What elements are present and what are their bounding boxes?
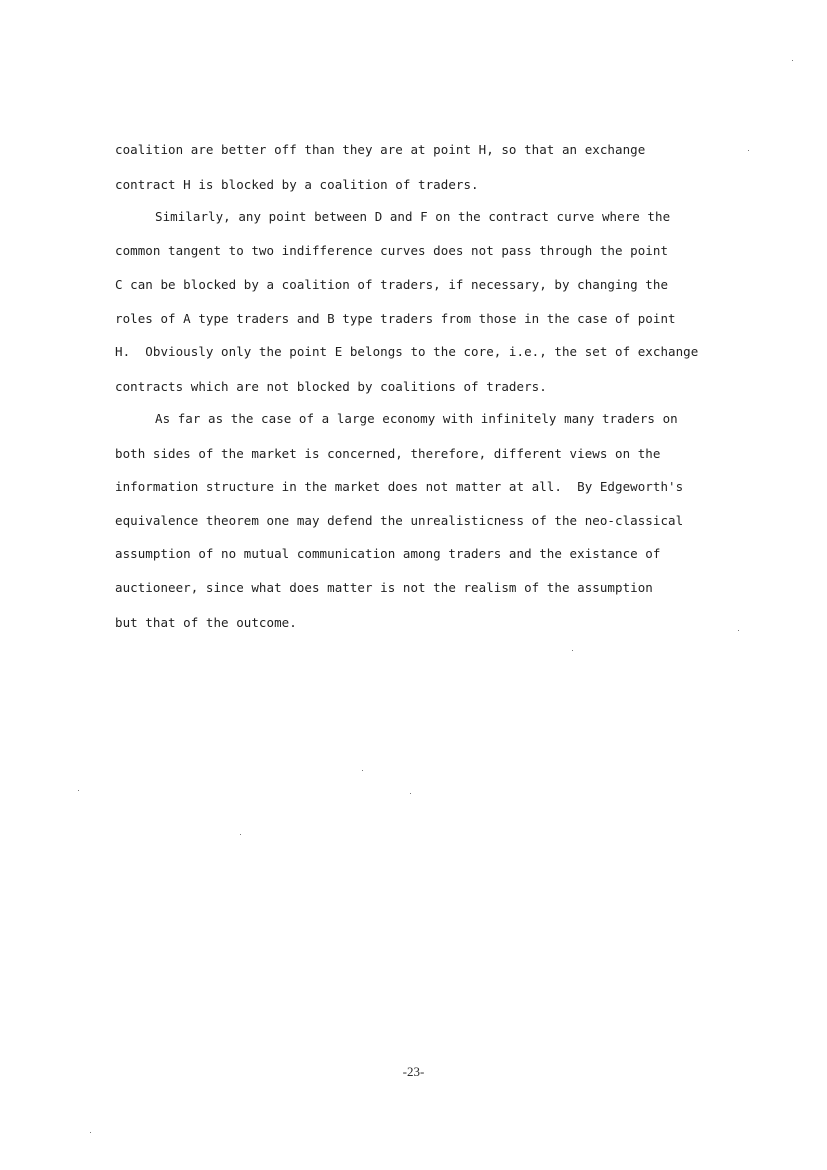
text-line: common tangent to two indifference curves does not pass through the point	[115, 243, 669, 258]
text-line: information structure in the market does not matter at all. By Edgeworth's	[115, 479, 684, 494]
text-line: but that of the outcome.	[115, 615, 297, 630]
scan-speck	[362, 770, 363, 771]
text-line: coalition are better off than they are at point H, so that an exchange	[115, 142, 646, 157]
paragraph-first-line: As far as the case of a large economy with infinitely many traders on	[155, 411, 678, 426]
paragraph-first-line: Similarly, any point between D and F on the contract curve where the	[155, 209, 671, 224]
text-line: contract H is blocked by a coalition of traders.	[115, 177, 479, 192]
text-line: H. Obviously only the point E belongs to the core, i.e., the set of exchange	[115, 344, 699, 359]
scan-speck	[78, 790, 79, 791]
scan-speck	[90, 1132, 91, 1133]
scan-speck	[410, 793, 411, 794]
scan-speck	[738, 630, 739, 631]
text-line: contracts which are not blocked by coalitions of traders.	[115, 379, 547, 394]
text-line: equivalence theorem one may defend the unrealisticness of the neo-classical	[115, 513, 684, 528]
scan-speck	[240, 834, 241, 835]
scan-speck	[748, 150, 749, 151]
text-line: auctioneer, since what does matter is not the realism of the assumption	[115, 580, 653, 595]
text-line: C can be blocked by a coalition of traders, if necessary, by changing the	[115, 277, 669, 292]
text-line: assumption of no mutual communication among traders and the existance of	[115, 546, 661, 561]
scan-speck	[792, 60, 793, 61]
page-number: -23-	[402, 1064, 425, 1079]
scan-speck	[572, 650, 573, 651]
text-line: both sides of the market is concerned, therefore, different views on the	[115, 446, 661, 461]
text-line: roles of A type traders and B type traders from those in the case of point	[115, 311, 676, 326]
